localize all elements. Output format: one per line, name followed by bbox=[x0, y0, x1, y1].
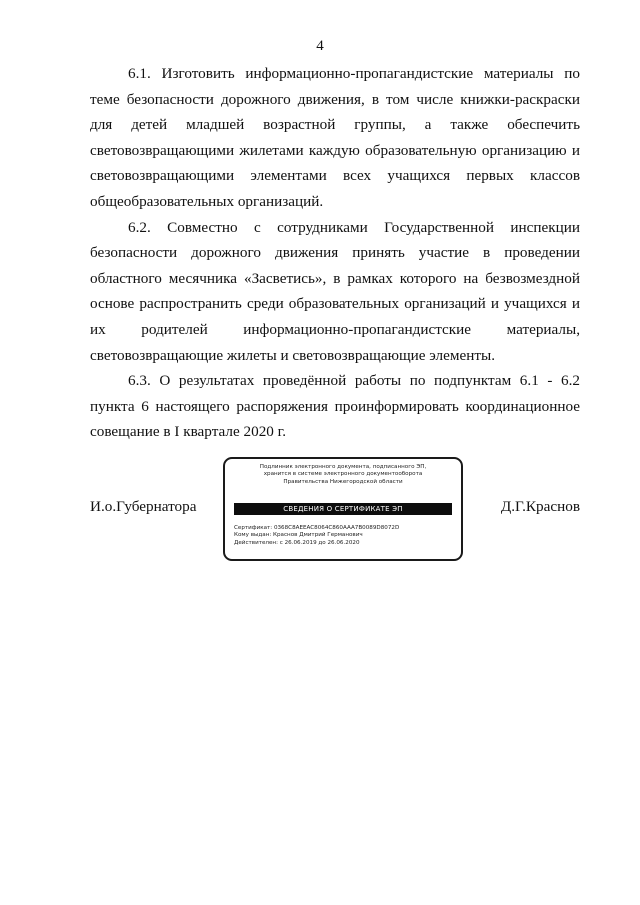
issued-to-value: Краснов Дмитрий Германович bbox=[273, 532, 363, 539]
stamp-banner: СВЕДЕНИЯ О СЕРТИФИКАТЕ ЭП bbox=[234, 503, 452, 515]
page-number: 4 bbox=[316, 38, 324, 54]
signature-block bbox=[90, 452, 580, 562]
stamp-header-line: хранится в системе электронного документооборота bbox=[263, 471, 423, 478]
document-body bbox=[90, 61, 580, 445]
certificate-label: Сертификат: bbox=[234, 525, 274, 531]
paragraph-6-1: 6.1. Изготовить информационно-пропагандистские материалы по теме безопасности дорожного движения, в том числе книжки-раскраски для детей младшей возрастной группы, а также обеспечить световозвращающими жилетами каждую образовательную организацию и световозвращающими элементами всех учащихся первых классов общеобразовательных организаций. bbox=[90, 65, 580, 210]
issued-to-row bbox=[234, 532, 452, 539]
certificate-value: 0368C8AEEAC8064C860AAA7B0089D8072D bbox=[273, 525, 400, 531]
stamp-details bbox=[234, 525, 452, 547]
stamp-header-line: Правительства Нижегородской области bbox=[283, 478, 403, 485]
paragraph-6-3: 6.3. О результатах проведённой работы по подпунктам 6.1 - 6.2 пункта 6 настоящего распоряжения проинформировать координационное совещание в I квартале 2020 г. bbox=[90, 372, 580, 441]
validity-value: с 26.06.2019 до 26.06.2020 bbox=[279, 539, 360, 546]
signatory-position: И.о.Губернатора bbox=[90, 498, 197, 515]
electronic-signature-stamp bbox=[223, 457, 463, 561]
stamp-header bbox=[233, 464, 453, 486]
paragraph-6-2: 6.2. Совместно с сотрудниками Государственной инспекции безопасности дорожного движения принять участие в проведении областного месячника «Засветись», в рамках которого на безвозмездной основе распространить среди образовательных организаций и учащихся и их родителей информационно-пропагандистские материалы, световозвращающие жилеты и световозвращающие элементы. bbox=[90, 218, 580, 364]
validity-label: Действителен: bbox=[234, 539, 280, 546]
issued-to-label: Кому выдан: bbox=[234, 532, 274, 539]
validity-row bbox=[234, 540, 452, 547]
stamp-header-line: Подлинник электронного документа, подписанного ЭП, bbox=[259, 464, 427, 470]
signatory-name: Д.Г.Краснов bbox=[500, 498, 580, 515]
